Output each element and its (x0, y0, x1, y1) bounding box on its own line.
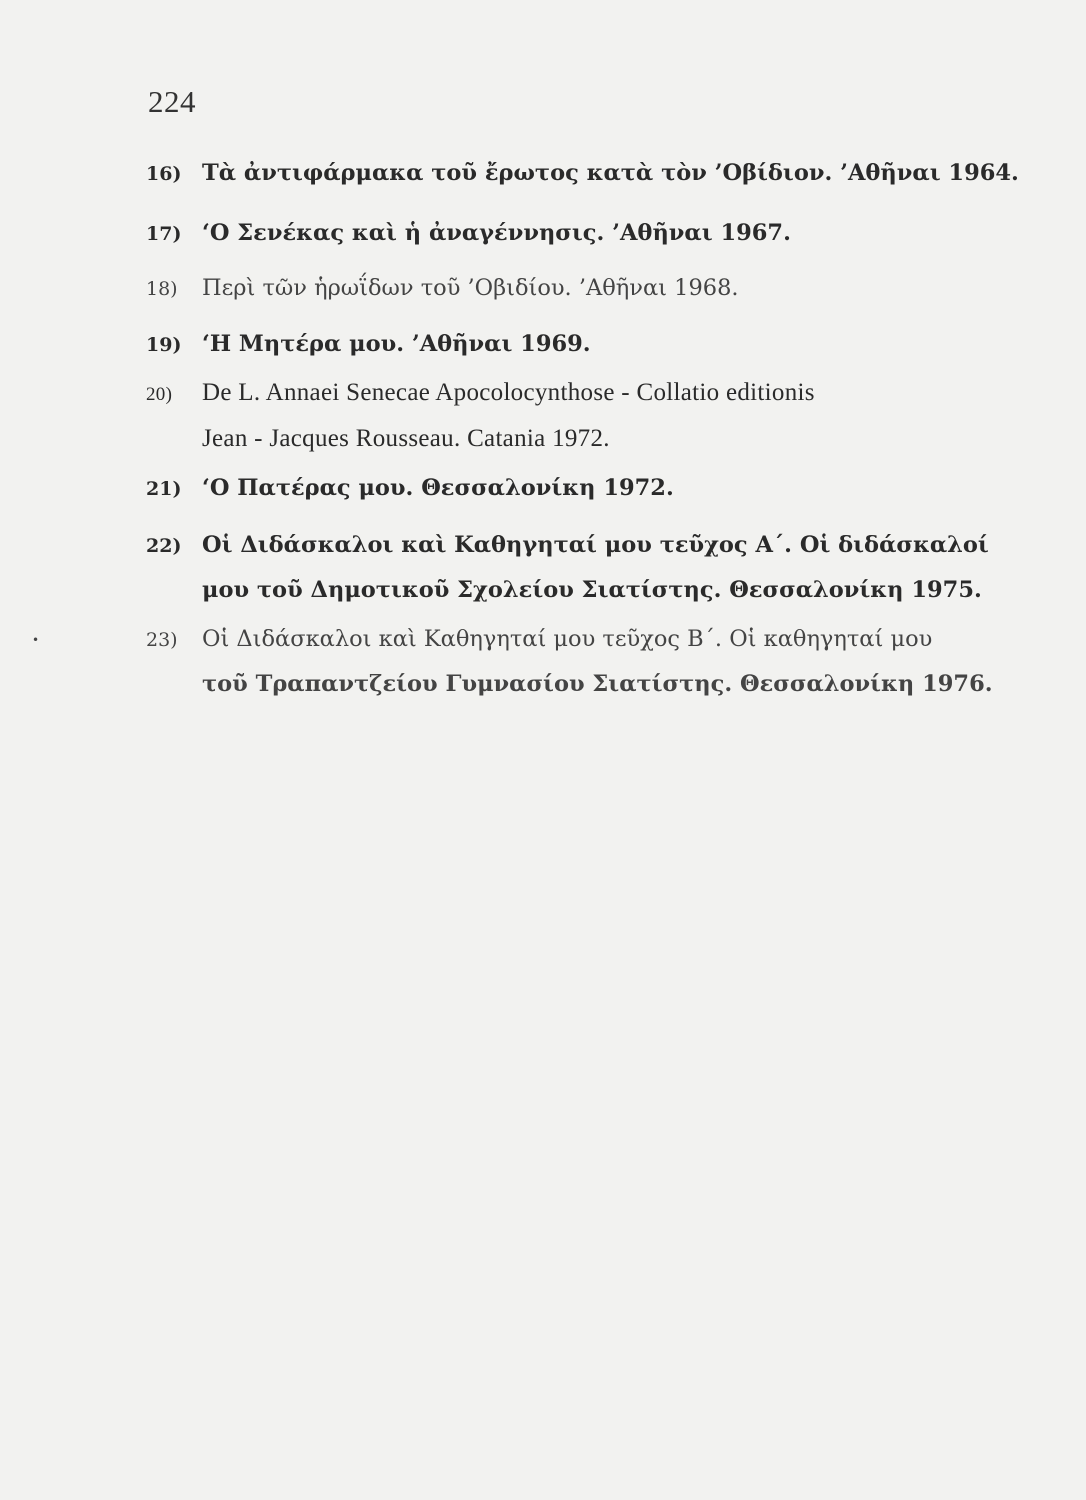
entry-number: 21) (146, 478, 182, 500)
bibliography-entry-20 (146, 371, 986, 461)
entry-number: 18) (146, 278, 178, 300)
bibliography-entry-17 (146, 211, 986, 256)
entry-text: ‘Ο Σενέκας καὶ ἡ ἀναγέννησις. ’Αθῆναι 1967. (202, 220, 791, 246)
bibliography-entry-22 (146, 523, 989, 612)
bibliography-entry-23 (146, 617, 993, 706)
bibliography-entry-18 (146, 266, 986, 311)
bibliography-entry-19 (146, 322, 986, 367)
entry-text: Περὶ τῶν ἡρωΐδων τοῦ ’Οβιδίου. ’Αθῆναι 1968. (202, 275, 739, 301)
margin-mark: • (32, 633, 40, 647)
page-number: 224 (148, 84, 196, 119)
entry-text-line-2: μου τοῦ Δημοτικοῦ Σχολείου Σιατίστης. Θεσσαλονίκη 1975. (202, 577, 982, 603)
bibliography-entry-16 (146, 151, 1019, 196)
entry-text: ‘Ο Πατέρας μου. Θεσσαλονίκη 1972. (202, 475, 674, 501)
entry-text-line-2: τοῦ Τραπαντζείου Γυμνασίου Σιατίστης. Θεσσαλονίκη 1976. (202, 671, 993, 697)
entry-number: 19) (146, 334, 182, 356)
entry-number: 17) (146, 223, 182, 245)
entry-text-line-2: Jean - Jacques Rousseau. Catania 1972. (202, 425, 610, 452)
entry-number: 20) (146, 384, 173, 405)
entry-number: 23) (146, 629, 178, 651)
entry-text-line-1: Οἱ Διδάσκαλοι καὶ Καθηγηταί μου τεῦχος Α΄. Οἱ διδάσκαλοί (202, 532, 989, 558)
entry-text-line-1: De L. Annaei Senecae Apocolocynthose - Collatio editionis (202, 379, 815, 406)
entry-number: 22) (146, 535, 182, 557)
entry-text: Τὰ ἀντιφάρμακα τοῦ ἔρωτος κατὰ τὸν ’Οβίδιον. ’Αθῆναι 1964. (202, 160, 1019, 186)
bibliography-entry-21 (146, 466, 986, 511)
entry-number: 16) (146, 163, 182, 185)
entry-text: ‘Η Μητέρα μου. ’Αθῆναι 1969. (202, 331, 591, 357)
entry-text-line-1: Οἱ Διδάσκαλοι καὶ Καθηγηταί μου τεῦχος Β΄. Οἱ καθηγηταί μου (202, 626, 933, 652)
